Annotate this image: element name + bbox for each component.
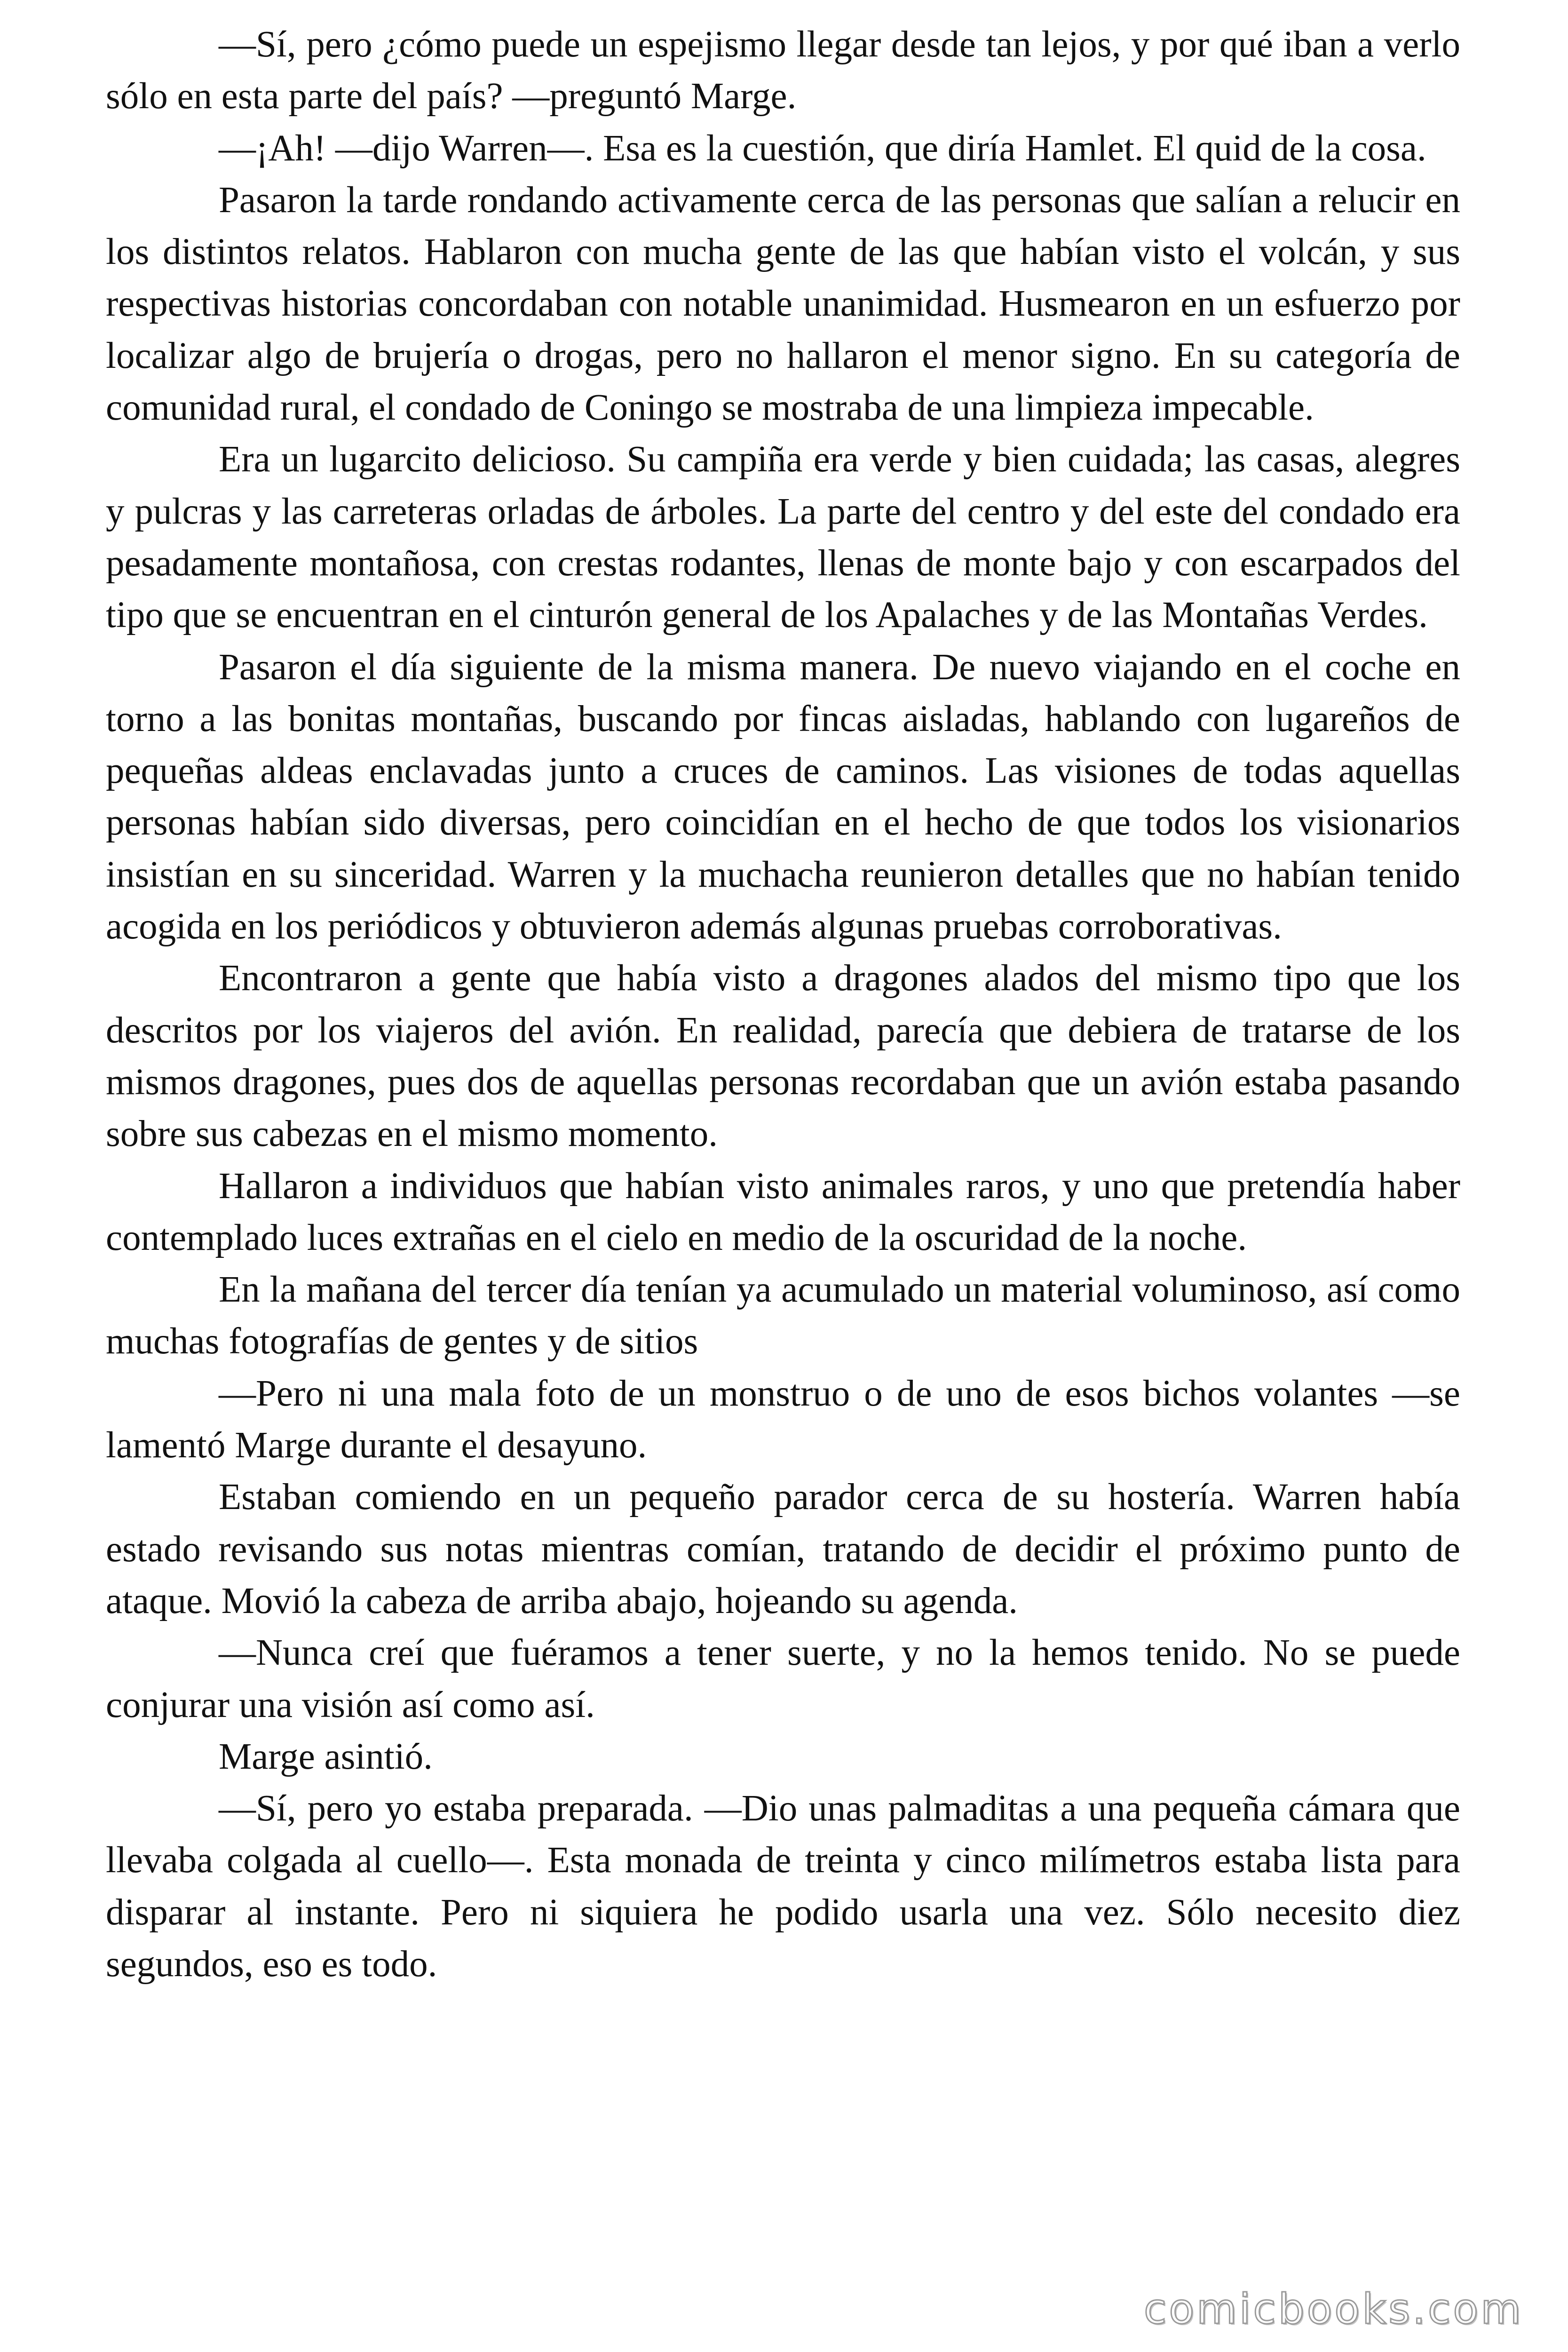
page-text [106, 19, 1460, 1990]
paragraph: —¡Ah! —dijo Warren—. Esa es la cuestión, que diría Hamlet. El quid de la cosa. [219, 127, 1426, 169]
paragraph: Estaban comiendo en un pequeño parador cerca de su hostería. Warren había estado revisando sus notas mientras comían, tratando de decidir el próximo punto de ataque. Movió la cabeza de arriba abajo, hojeando su agenda. [106, 1477, 1460, 1621]
paragraph: Era un lugarcito delicioso. Su campiña era verde y bien cuidada; las casas, alegres y pulcras y las carreteras orladas de árboles. La parte del centro y del este del condado era pesadamente montañosa, con crestas rodantes, llenas de monte bajo y con escarpados del tipo que se encuentran en el cinturón general de los Apalaches y de las Montañas Verdes. [106, 439, 1460, 636]
paragraph: —Sí, pero ¿cómo puede un espejismo llegar desde tan lejos, y por qué iban a verlo sólo en esta parte del país? —preguntó Marge. [106, 24, 1460, 117]
paragraph: En la mañana del tercer día tenían ya acumulado un material voluminoso, así como muchas fotografías de gentes y de sitios [106, 1269, 1460, 1362]
paragraph: Pasaron la tarde rondando activamente cerca de las personas que salían a relucir en los distintos relatos. Hablaron con mucha gente de las que habían visto el volcán, y sus respectivas historias concordaban con notable unanimidad. Husmearon en un esfuerzo por localizar algo de brujería o drogas, pero no hallaron el menor signo. En su categoría de comunidad rural, el condado de Coningo se mostraba de una limpieza impecable. [106, 179, 1460, 429]
paragraph: Encontraron a gente que había visto a dragones alados del mismo tipo que los descritos por los viajeros del avión. En realidad, parecía que debiera de tratarse de los mismos dragones, pues dos de aquellas personas recordaban que un avión estaba pasando sobre sus cabezas en el mismo momento. [106, 958, 1460, 1155]
paragraph: —Pero ni una mala foto de un monstruo o de uno de esos bichos volantes —se lamentó Marge durante el desayuno. [106, 1373, 1460, 1466]
paragraph: Marge asintió. [219, 1736, 433, 1777]
paragraph: Pasaron el día siguiente de la misma manera. De nuevo viajando en el coche en torno a las bonitas montañas, buscando por fincas aisladas, hablando con lugareños de pequeñas aldeas enclavadas junto a cruces de caminos. Las visiones de todas aquellas personas habían sido diversas, pero coincidían en el hecho de que todos los visionarios insistían en su sinceridad. Warren y la muchacha reunieron detalles que no habían tenido acogida en los periódicos y obtuvieron además algunas pruebas corroborativas. [106, 646, 1460, 947]
paragraph: —Sí, pero yo estaba preparada. —Dio unas palmaditas a una pequeña cámara que llevaba colgada al cuello—. Esta monada de treinta y cinco milímetros estaba lista para disparar al instante. Pero ni siquiera he podido usarla una vez. Sólo necesito diez segundos, eso es todo. [106, 1788, 1460, 1985]
watermark: comicbooks.com [1143, 2285, 1523, 2333]
paragraph: —Nunca creí que fuéramos a tener suerte, y no la hemos tenido. No se puede conjurar una visión así como así. [106, 1632, 1460, 1725]
paragraph: Hallaron a individuos que habían visto animales raros, y uno que pretendía haber contemplado luces extrañas en el cielo en medio de la oscuridad de la noche. [106, 1165, 1460, 1258]
